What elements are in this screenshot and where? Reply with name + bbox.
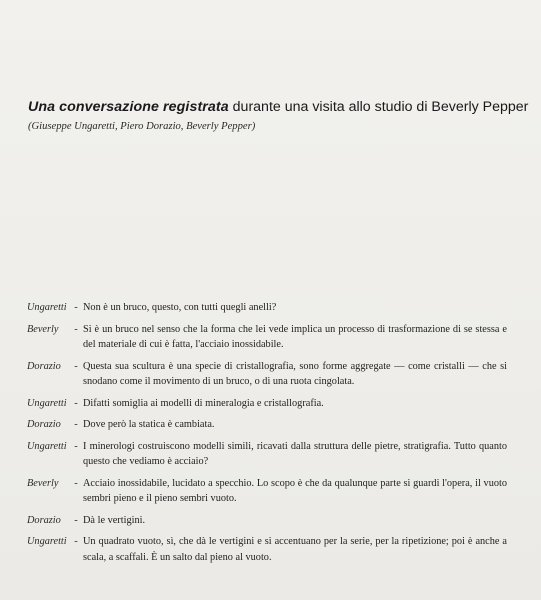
- separator-dash: -: [74, 360, 78, 372]
- dialogue-row: [27, 359, 507, 390]
- dialogue-list: [27, 300, 507, 571]
- speaker-name: Beverly: [27, 477, 59, 489]
- separator-dash: -: [74, 514, 78, 526]
- title-rest: durante una visita allo studio di Beverly Pepper: [228, 99, 529, 115]
- separator-dash: -: [74, 397, 78, 409]
- dialogue-text: Difatti somiglia ai modelli di mineralogia e cristallografia.: [83, 397, 324, 409]
- page-title: [28, 98, 528, 116]
- dialogue-row: [27, 476, 507, 507]
- speaker-name: Ungaretti: [27, 397, 67, 409]
- speaker-name: Ungaretti: [27, 536, 67, 547]
- dialogue-text: I minerologi costruiscono modelli simili, ricavati dalla struttura delle pietre, stratigrafia. Tutto quanto questo che vediamo è acciaio?: [83, 440, 507, 467]
- dialogue-text: Acciaio inossidabile, lucidato a specchio. Lo scopo è che da qualunque parte si guardi l'opera, il vuoto sembri pieno e il pieno sembri vuoto.: [83, 477, 507, 504]
- separator-dash: -: [74, 477, 78, 489]
- speaker-name: Beverly: [27, 323, 59, 335]
- separator-dash: -: [74, 536, 78, 547]
- separator-dash: -: [74, 419, 78, 430]
- dialogue-row: [27, 417, 507, 433]
- dialogue-text: Un quadrato vuoto, sì, che dà le vertigini e si accentuano per la serie, per la ripetizione; poi è anche a scala, a scaffali. È un salto dal pieno al vuoto.: [83, 536, 507, 563]
- dialogue-row: [27, 513, 507, 529]
- title-bold: Una conversazione registrata: [28, 99, 229, 115]
- separator-dash: -: [74, 323, 78, 335]
- dialogue-text: Dove però la statica è cambiata.: [83, 419, 215, 430]
- speaker-name: Dorazio: [27, 419, 61, 430]
- dialogue-text: Questa sua scultura è una specie di cristallografia, sono forme aggregate — come cristalli — che si snodano come il movimento di un bruco, o di una ruota cingolata.: [83, 360, 507, 387]
- speaker-name: Dorazio: [27, 514, 61, 526]
- speaker-name: Ungaretti: [27, 302, 67, 313]
- dialogue-row: [27, 396, 507, 412]
- dialogue-text: Si è un bruco nel senso che la forma che lei vede implica un processo di trasformazione di se stessa e del materiale di cui è fatta, l'acciaio inossidabile.: [83, 323, 507, 350]
- speaker-name: Dorazio: [27, 360, 61, 372]
- dialogue-text: Non è un bruco, questo, con tutti quegli anelli?: [83, 302, 277, 313]
- dialogue-row: [27, 322, 507, 353]
- dialogue-row: [27, 300, 507, 316]
- speaker-name: Ungaretti: [27, 440, 67, 452]
- participants-subtitle: (Giuseppe Ungaretti, Piero Dorazio, Beverly Pepper): [28, 121, 256, 132]
- dialogue-row: [27, 534, 507, 565]
- dialogue-text: Dà le vertigini.: [83, 514, 146, 526]
- dialogue-row: [27, 439, 507, 470]
- separator-dash: -: [74, 302, 78, 313]
- separator-dash: -: [74, 440, 78, 452]
